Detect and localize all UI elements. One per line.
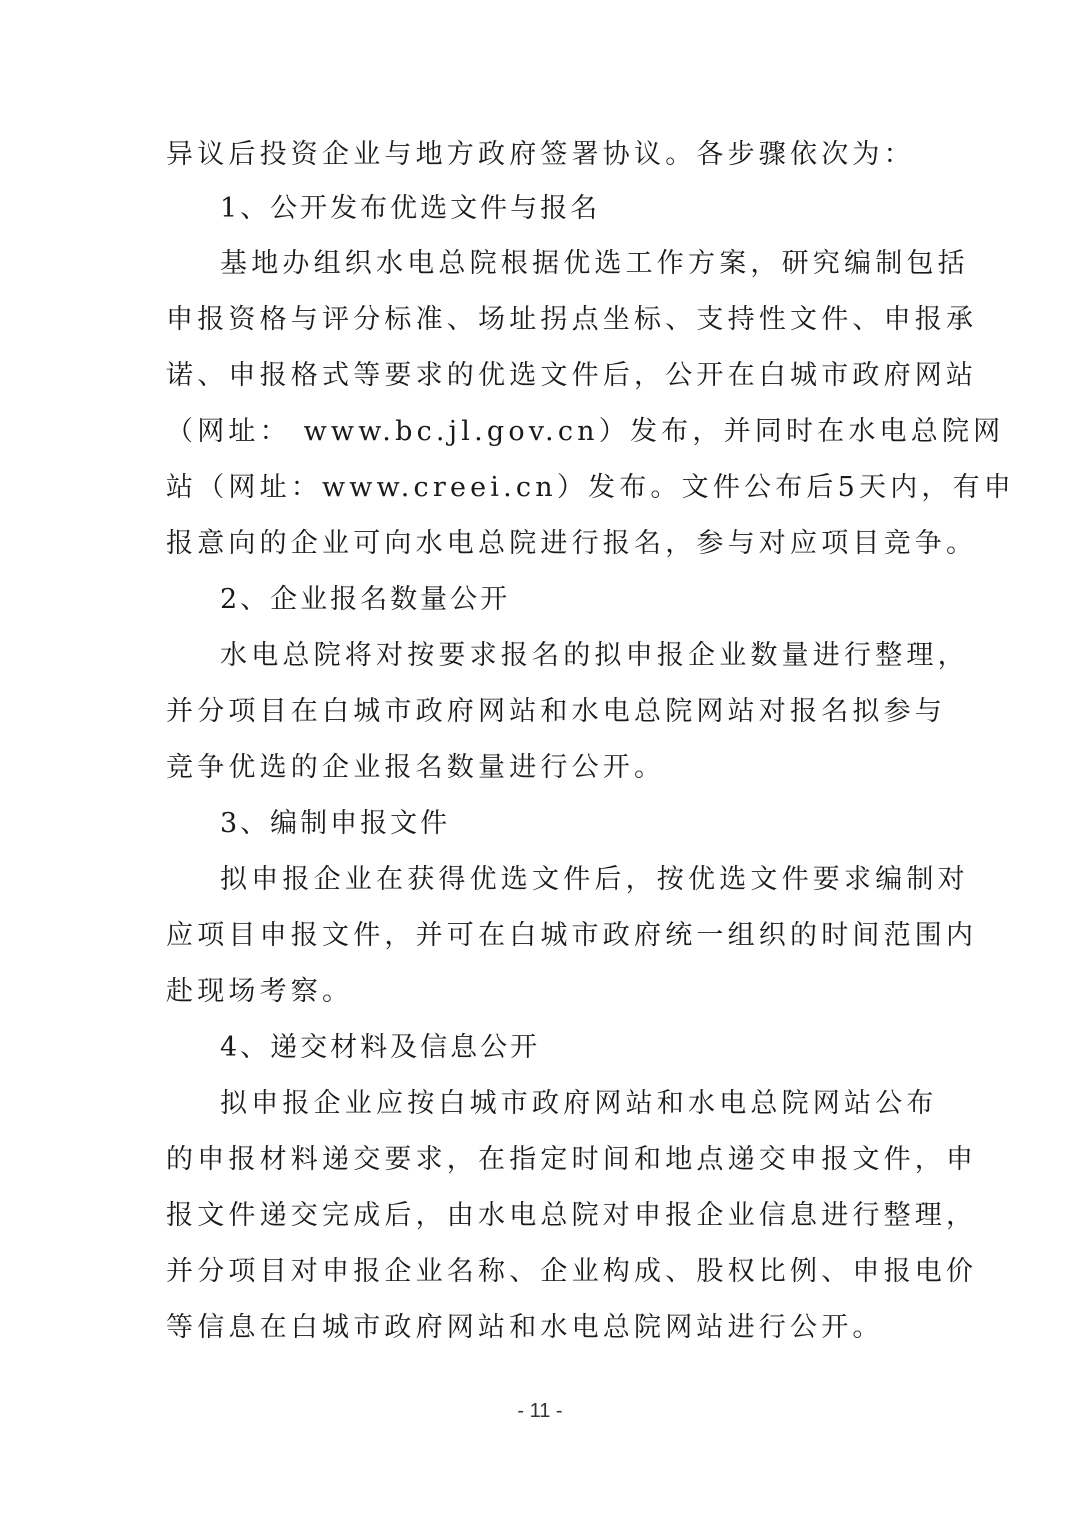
paragraph-line: 并分项目在白城市政府网站和水电总院网站对报名拟参与: [166, 696, 946, 727]
paragraph-line: 报意向的企业可向水电总院进行报名，参与对应项目竞争。: [166, 528, 978, 559]
paragraph-line: 并分项目对申报企业名称、企业构成、股权比例、申报电价: [166, 1256, 978, 1287]
paragraph-line: 的申报材料递交要求，在指定时间和地点递交申报文件，申: [166, 1144, 978, 1175]
paragraph-line: 诺、申报格式等要求的优选文件后，公开在白城市政府网站: [166, 360, 978, 391]
paragraph-line: （网址： www.bc.jl.gov.cn）发布，并同时在水电总院网: [166, 416, 1005, 447]
paragraph-line: 拟申报企业在获得优选文件后，按优选文件要求编制对: [220, 864, 969, 895]
paragraph-line: 基地办组织水电总院根据优选工作方案，研究编制包括: [220, 248, 969, 279]
section-heading: 4、递交材料及信息公开: [220, 1032, 541, 1063]
paragraph-line: 应项目申报文件，并可在白城市政府统一组织的时间范围内: [166, 920, 978, 951]
section-heading: 1、公开发布优选文件与报名: [220, 193, 601, 224]
paragraph-line: 站（网址：www.creei.cn）发布。文件公布后5天内，有申: [166, 472, 1016, 503]
section-heading: 3、编制申报文件: [220, 808, 451, 839]
paragraph-line: 异议后投资企业与地方政府签署协议。各步骤依次为：: [166, 139, 915, 170]
paragraph-line: 竞争优选的企业报名数量进行公开。: [166, 752, 666, 783]
paragraph-line: 拟申报企业应按白城市政府网站和水电总院网站公布: [220, 1088, 938, 1119]
paragraph-line: 水电总院将对按要求报名的拟申报企业数量进行整理，: [220, 640, 969, 671]
section-heading: 2、企业报名数量公开: [220, 584, 511, 615]
page-number: - 11 -: [517, 1400, 563, 1422]
paragraph-line: 报文件递交完成后，由水电总院对申报企业信息进行整理，: [166, 1200, 978, 1231]
paragraph-line: 等信息在白城市政府网站和水电总院网站进行公开。: [166, 1312, 884, 1343]
paragraph-line: 申报资格与评分标准、场址拐点坐标、支持性文件、申报承: [166, 304, 978, 335]
paragraph-line: 赴现场考察。: [166, 976, 354, 1007]
